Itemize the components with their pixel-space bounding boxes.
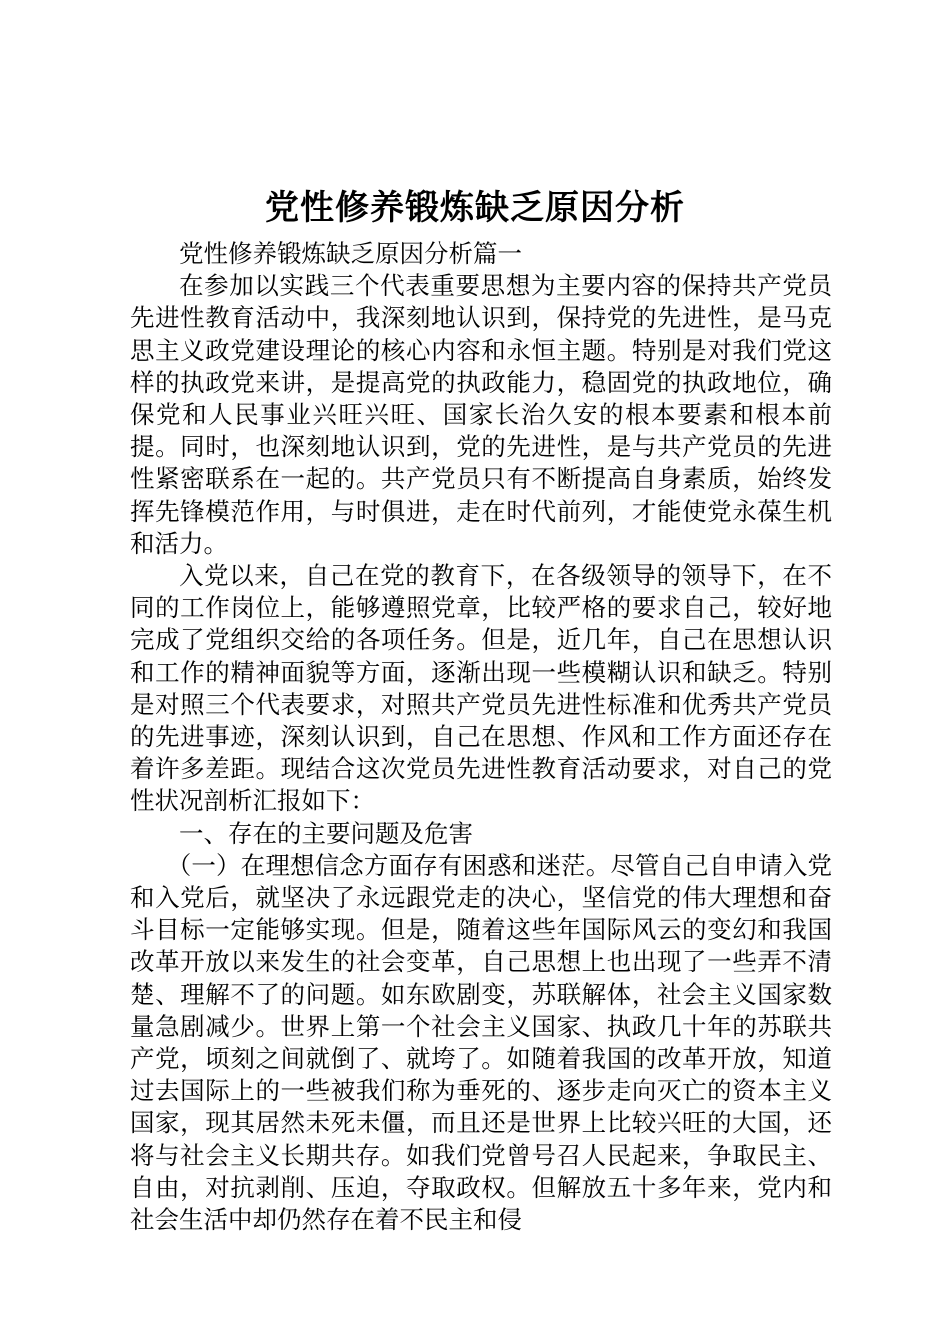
paragraph: （一）在理想信念方面存有困惑和迷茫。尽管自己自申请入党和入党后，就坚决了永远跟党走的决心，坚信党的伟大理想和奋斗目标一定能够实现。但是，随着这些年国际风云的变幻和我国改革开放以来发生的社会变革，自己思想上也出现了一些弄不清楚、理解不了的问题。如东欧剧变，苏联解体，社会主义国家数量急剧减少。世界上第一个社会主义国家、执政几十年的苏联共产党，顷刻之间就倒了、就垮了。如随着我国的改革开放，知道过去国际上的一些被我们称为垂死的、逐步走向灭亡的资本主义国家，现其居然未死未僵，而且还是世界上比较兴旺的大国，还将与社会主义长期共存。如我们党曾号召人民起来，争取民主、自由，对抗剥削、压迫，夺取政权。但解放五十多年来，党内和社会生活中却仍然存在着不民主和侵 bbox=[130, 850, 832, 1235]
document-title: 党性修养锻炼缺乏原因分析 bbox=[265, 188, 685, 228]
subsection-heading: 一、存在的主要问题及危害 bbox=[179, 818, 473, 848]
document-body bbox=[130, 238, 832, 1236]
paragraph: 在参加以实践三个代表重要思想为主要内容的保持共产党员先进性教育活动中，我深刻地认识到，保持党的先进性，是马克思主义政党建设理论的核心内容和永恒主题。特别是对我们党这样的执政党来讲，是提高党的执政能力，稳固党的执政地位，确保党和人民事业兴旺兴旺、国家长治久安的根本要素和根本前提。同时，也深刻地认识到，党的先进性，是与共产党员的先进性紧密联系在一起的。共产党员只有不断提高自身素质，始终发挥先锋模范作用，与时俱进，走在时代前列，才能使党永葆生机和活力。 bbox=[130, 271, 832, 558]
paragraph: 入党以来，自己在党的教育下，在各级领导的领导下，在不同的工作岗位上，能够遵照党章，比较严格的要求自己，较好地完成了党组织交给的各项任务。但是，近几年，自己在思想认识和工作的精神面貌等方面，逐渐出现一些模糊认识和缺乏。特别是对照三个代表要求，对照共产党员先进性标准和优秀共产党员的先进事迹，深刻认识到，自己在思想、作风和工作方面还存在着许多差距。现结合这次党员先进性教育活动要求，对自己的党性状况剖析汇报如下： bbox=[130, 561, 832, 816]
section-heading: 党性修养锻炼缺乏原因分析篇一 bbox=[179, 239, 522, 268]
